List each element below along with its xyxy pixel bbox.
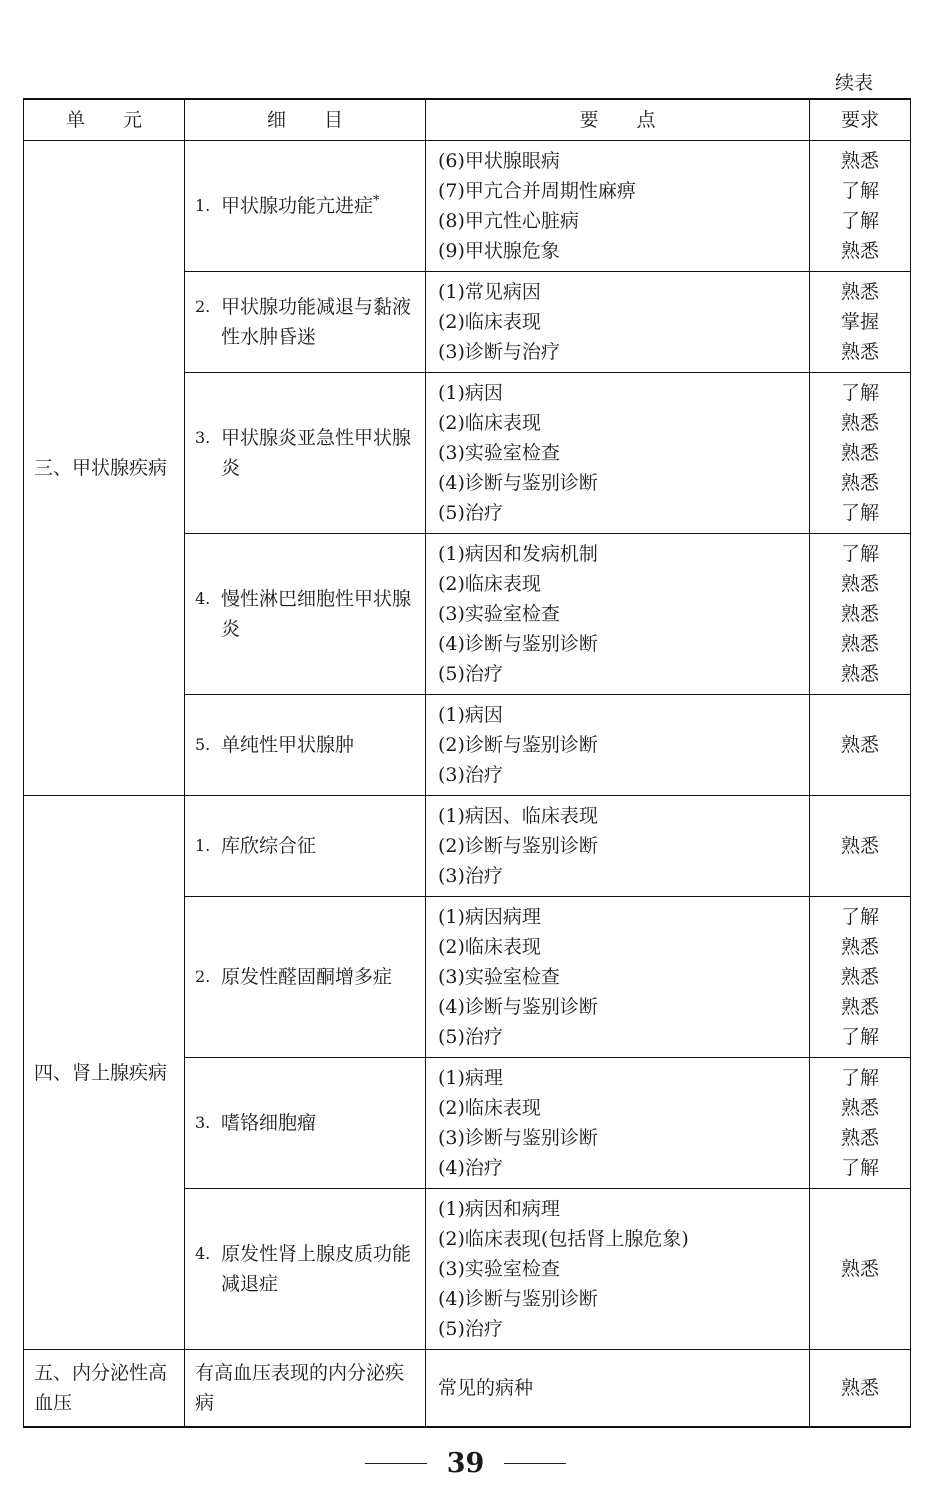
key-point: (4)诊断与鉴别诊断	[438, 633, 598, 655]
item-wrap	[195, 423, 417, 483]
syllabus-table	[23, 98, 911, 1428]
item-number: 3.	[195, 1113, 211, 1132]
points-cell	[426, 141, 810, 272]
item-number: 4.	[195, 589, 211, 608]
item-label: 甲状腺功能减退与黏液性水肿昏迷	[221, 296, 412, 348]
key-point: (1)常见病因	[438, 281, 541, 303]
key-point: (7)甲亢合并周期性麻痹	[438, 180, 636, 202]
points-cell	[426, 796, 810, 897]
header-points: 要 点	[426, 99, 810, 141]
item-number: 1.	[195, 836, 211, 855]
table-row	[24, 141, 911, 272]
key-point: (6)甲状腺眼病	[438, 150, 560, 172]
requirement-cell	[810, 695, 911, 796]
item-wrap	[195, 292, 417, 352]
item-wrap	[195, 1108, 417, 1138]
key-point: (3)治疗	[438, 865, 503, 887]
item-label: 原发性醛固酮增多症	[221, 966, 393, 988]
requirement-cell	[810, 272, 911, 373]
item-label: 甲状腺炎亚急性甲状腺炎	[221, 427, 412, 479]
item-text	[221, 962, 417, 992]
points-cell	[426, 1058, 810, 1189]
key-point: (5)治疗	[438, 1026, 503, 1048]
item-number: 1.	[195, 196, 211, 215]
requirement-cell	[810, 1189, 911, 1350]
key-point: (2)诊断与鉴别诊断	[438, 835, 598, 857]
core-mark: *	[373, 193, 380, 209]
item-cell	[185, 534, 426, 695]
item-text	[221, 292, 417, 352]
key-point: (3)实验室检查	[438, 966, 560, 988]
item-label: 原发性肾上腺皮质功能减退症	[221, 1243, 412, 1295]
requirement-level: 了解	[840, 180, 879, 202]
item-text	[221, 1239, 417, 1299]
key-point: (3)诊断与治疗	[438, 341, 560, 363]
requirement-cell	[810, 373, 911, 534]
requirement-level: 熟悉	[840, 573, 879, 595]
key-point: (5)治疗	[438, 663, 503, 685]
requirement-level: 熟悉	[840, 1258, 879, 1280]
item-cell	[185, 1058, 426, 1189]
points-cell	[426, 272, 810, 373]
item-wrap	[195, 962, 417, 992]
key-point: (8)甲亢性心脏病	[438, 210, 579, 232]
item-text	[195, 1358, 417, 1418]
item-label: 慢性淋巴细胞性甲状腺炎	[221, 588, 412, 640]
requirement-level: 熟悉	[840, 442, 879, 464]
requirement-cell	[810, 141, 911, 272]
header-requirement: 要求	[810, 99, 911, 141]
item-cell	[185, 1350, 426, 1427]
requirement-level: 熟悉	[840, 1127, 879, 1149]
item-label: 有高血压表现的内分泌疾病	[195, 1361, 405, 1414]
item-wrap	[195, 1239, 417, 1299]
item-text	[221, 1108, 417, 1138]
footer-rule-left	[365, 1463, 427, 1464]
requirement-level: 了解	[840, 1026, 879, 1048]
requirement-level: 熟悉	[840, 966, 879, 988]
item-label: 库欣综合征	[221, 835, 317, 857]
table-row	[24, 796, 911, 897]
key-point: (1)病因	[438, 382, 503, 404]
points-cell	[426, 695, 810, 796]
requirement-level: 熟悉	[840, 472, 879, 494]
key-point: (1)病因和病理	[438, 1198, 560, 1220]
points-cell	[426, 373, 810, 534]
page-number: 39	[446, 1448, 485, 1479]
requirement-level: 熟悉	[840, 663, 879, 685]
key-point: (4)诊断与鉴别诊断	[438, 1288, 598, 1310]
requirement-level: 了解	[840, 906, 879, 928]
item-cell	[185, 796, 426, 897]
points-cell	[426, 1189, 810, 1350]
requirement-cell	[810, 796, 911, 897]
item-number: 5.	[195, 735, 211, 754]
item-text	[221, 831, 417, 861]
requirement-level: 熟悉	[840, 341, 879, 363]
unit-cell-endocrine-hypertension: 五、内分泌性高血压	[24, 1350, 185, 1427]
requirement-level: 掌握	[840, 311, 879, 333]
requirement-level: 熟悉	[840, 1097, 879, 1119]
key-point: (3)实验室检查	[438, 603, 560, 625]
points-cell	[426, 534, 810, 695]
item-text	[221, 584, 417, 644]
item-text	[221, 423, 417, 483]
key-point: (1)病因病理	[438, 906, 541, 928]
page-footer	[0, 1448, 931, 1479]
key-point: (1)病因、临床表现	[438, 805, 598, 827]
header-row	[24, 99, 911, 141]
requirement-level: 熟悉	[840, 1376, 879, 1399]
footer-rule-right	[504, 1463, 566, 1464]
requirement-level: 熟悉	[840, 936, 879, 958]
item-number: 2.	[195, 297, 211, 316]
points-cell	[426, 897, 810, 1058]
requirement-level: 熟悉	[840, 996, 879, 1018]
item-wrap	[195, 730, 417, 760]
requirement-level: 了解	[840, 543, 879, 565]
key-point: (1)病理	[438, 1067, 503, 1089]
requirement-cell	[810, 1058, 911, 1189]
key-point: (2)临床表现	[438, 573, 541, 595]
requirement-cell	[810, 534, 911, 695]
key-point: (1)病因和发病机制	[438, 543, 598, 565]
item-label: 嗜铬细胞瘤	[221, 1112, 317, 1134]
requirement-level: 了解	[840, 1157, 879, 1179]
item-wrap	[195, 1358, 417, 1418]
requirement-level: 熟悉	[840, 150, 879, 172]
item-cell	[185, 897, 426, 1058]
key-point: (4)诊断与鉴别诊断	[438, 996, 598, 1018]
key-point: (9)甲状腺危象	[438, 240, 560, 262]
requirement-level: 熟悉	[840, 603, 879, 625]
item-cell	[185, 272, 426, 373]
key-point: (2)临床表现	[438, 1097, 541, 1119]
item-cell	[185, 373, 426, 534]
requirement-level: 熟悉	[840, 633, 879, 655]
header-unit: 单 元	[24, 99, 185, 141]
key-point: (3)实验室检查	[438, 442, 560, 464]
item-cell	[185, 695, 426, 796]
continued-label: 续表	[834, 72, 873, 94]
key-point: (2)诊断与鉴别诊断	[438, 734, 598, 756]
item-wrap	[195, 831, 417, 861]
key-point: (4)治疗	[438, 1157, 503, 1179]
requirement-cell	[810, 897, 911, 1058]
key-point: (1)病因	[438, 704, 503, 726]
unit-cell-adrenal: 四、肾上腺疾病	[24, 796, 185, 1350]
requirement-level: 熟悉	[840, 281, 879, 303]
item-cell	[185, 1189, 426, 1350]
table-row	[24, 1350, 911, 1427]
item-number: 2.	[195, 967, 211, 986]
item-number: 3.	[195, 428, 211, 447]
header-item: 细 目	[185, 99, 426, 141]
key-point: (2)临床表现	[438, 936, 541, 958]
item-number: 4.	[195, 1244, 211, 1263]
requirement-level: 熟悉	[840, 240, 879, 262]
requirement-level: 熟悉	[840, 412, 879, 434]
requirement-level: 熟悉	[840, 734, 879, 756]
key-point: (5)治疗	[438, 1318, 503, 1340]
item-wrap	[195, 584, 417, 644]
key-point: (5)治疗	[438, 502, 503, 524]
key-point: (3)治疗	[438, 764, 503, 786]
key-point: (3)实验室检查	[438, 1258, 560, 1280]
key-point: (2)临床表现	[438, 311, 541, 333]
points-cell	[426, 1350, 810, 1427]
key-point: (3)诊断与鉴别诊断	[438, 1127, 598, 1149]
requirement-level: 熟悉	[840, 835, 879, 857]
item-cell	[185, 141, 426, 272]
requirement-level: 了解	[840, 502, 879, 524]
key-point: (2)临床表现	[438, 412, 541, 434]
requirement-level: 了解	[840, 382, 879, 404]
key-point: (2)临床表现(包括肾上腺危象)	[438, 1228, 689, 1250]
item-label: 单纯性甲状腺肿	[221, 734, 355, 756]
unit-cell-thyroid: 三、甲状腺疾病	[24, 141, 185, 796]
requirement-cell	[810, 1350, 911, 1427]
item-text	[221, 191, 417, 221]
requirement-level: 了解	[840, 1067, 879, 1089]
item-label: 甲状腺功能亢进症	[221, 195, 374, 217]
key-point: (4)诊断与鉴别诊断	[438, 472, 598, 494]
key-point: 常见的病种	[438, 1376, 534, 1399]
item-wrap	[195, 191, 417, 221]
item-text	[221, 730, 417, 760]
requirement-level: 了解	[840, 210, 879, 232]
